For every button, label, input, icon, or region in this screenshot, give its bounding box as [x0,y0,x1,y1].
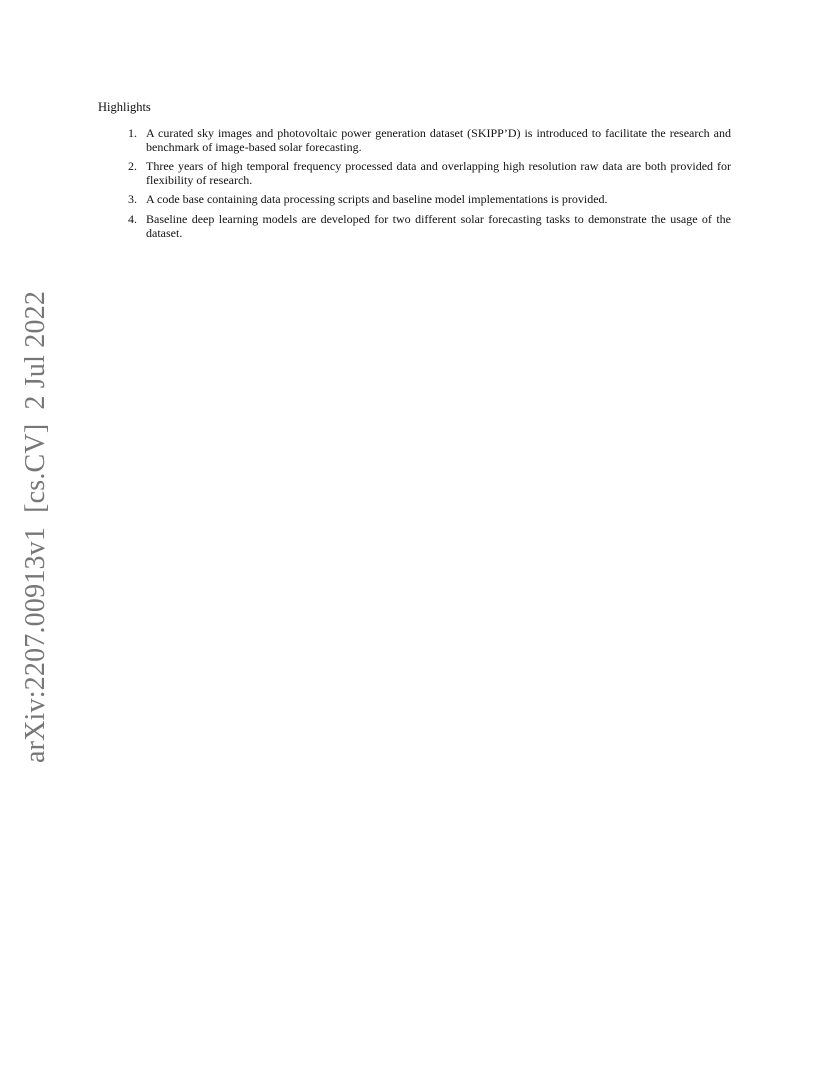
arxiv-date: 2 Jul 2022 [20,290,51,410]
list-item [128,193,731,207]
item-text: A curated sky images and photovoltaic power generation dataset (SKIPP’D) is introduced to facilitate the research and benchmark of image-based solar forecasting. [146,126,731,154]
list-item [128,213,731,240]
item-number: 3. [128,192,137,207]
arxiv-id: arXiv:2207.00913v1 [20,526,51,764]
arxiv-category: [cs.CV] [20,423,51,513]
item-number: 4. [128,211,137,226]
highlights-list [128,127,731,246]
arxiv-watermark [21,291,51,763]
item-number: 2. [128,159,137,174]
list-item [128,160,731,187]
item-text: Baseline deep learning models are developed for two different solar forecasting tasks to demonstrate the usage of the dataset. [146,211,731,240]
item-number: 1. [128,126,137,140]
list-item [128,127,731,154]
item-text: A code base containing data processing scripts and baseline model implementations is provided. [146,192,608,207]
item-text: Three years of high temporal frequency processed data and overlapping high resolution raw data are both provided for flexibility of research. [146,159,731,187]
highlights-heading: Highlights [98,100,151,114]
